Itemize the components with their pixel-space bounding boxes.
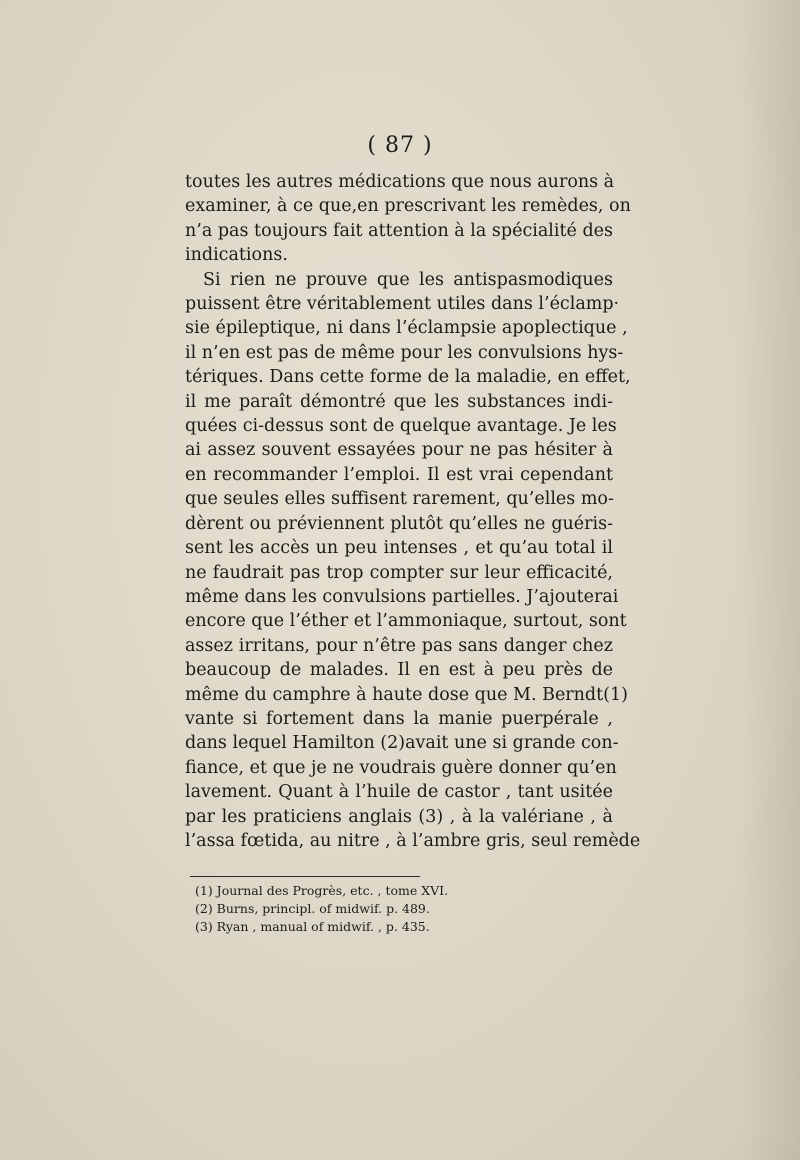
text-line: il me paraît démontré que les substances indi- xyxy=(185,391,613,412)
text-line: examiner, à ce que,en prescrivant les remèdes, on xyxy=(185,196,631,217)
text-line: ai assez souvent essayées pour ne pas hésiter à xyxy=(185,440,613,461)
text-line: lavement. Quant à l’huile de castor , tant usitée xyxy=(185,782,613,803)
text-line: en recommander l’emploi. Il est vrai cependant xyxy=(185,464,613,485)
footnote: (2) Burns, principl. of midwif. p. 489. xyxy=(195,901,430,916)
text-line: dèrent ou préviennent plutôt qu’elles ne guéris- xyxy=(185,513,613,534)
text-line: même du camphre à haute dose que M. Berndt(1) xyxy=(185,684,628,705)
text-line: Si rien ne prouve que les antispasmodiques xyxy=(203,269,613,290)
text-line: n’a pas toujours fait attention à la spécialité des xyxy=(185,220,613,241)
text-line: tériques. Dans cette forme de la maladie, en effet, xyxy=(185,367,631,388)
footnote-divider xyxy=(190,876,420,877)
text-line: par les praticiens anglais (3) , à la valériane , à xyxy=(185,806,613,827)
text-line: il n’en est pas de même pour les convulsions hys- xyxy=(185,342,624,363)
body-text xyxy=(185,170,641,853)
text-line: toutes les autres médications que nous aurons à xyxy=(185,172,615,192)
footnote: (1) Journal des Progrès, etc. , tome XVI. xyxy=(195,883,449,898)
text-line: même dans les convulsions partielles. J’ajouterai xyxy=(185,586,619,607)
text-line: assez irritans, pour n’être pas sans danger chez xyxy=(185,635,613,656)
text-line: indications. xyxy=(185,245,288,266)
text-line: que seules elles suffisent rarement, qu’elles mo- xyxy=(185,489,614,510)
footnotes xyxy=(195,882,495,936)
text-line: l’assa fœtida, au nitre , à l’ambre gris, seul remède xyxy=(185,830,641,851)
text-line: vante si fortement dans la manie puerpérale , xyxy=(185,708,613,729)
text-line: ne faudrait pas trop compter sur leur efficacité, xyxy=(185,562,613,583)
text-line: quées ci-dessus sont de quelque avantage. Je les xyxy=(185,416,617,437)
text-line: dans lequel Hamilton (2)avait une si grande con- xyxy=(185,733,619,754)
page-number: ( 87 ) xyxy=(367,133,433,158)
page-edge-shadow xyxy=(740,0,800,1160)
footnote: (3) Ryan , manual of midwif. , p. 435. xyxy=(195,919,430,934)
text-line: encore que l’éther et l’ammoniaque, surtout, sont xyxy=(185,611,627,632)
text-line: fiance, et que je ne voudrais guère donner qu’en xyxy=(185,757,617,778)
text-line: sent les accès un peu intenses , et qu’au total il xyxy=(185,538,613,559)
text-line: beaucoup de malades. Il en est à peu près de xyxy=(185,660,613,681)
text-line: sie épileptique, ni dans l’éclampsie apoplectique , xyxy=(185,318,628,339)
text-line: puissent être véritablement utiles dans l’éclamp· xyxy=(185,294,620,315)
